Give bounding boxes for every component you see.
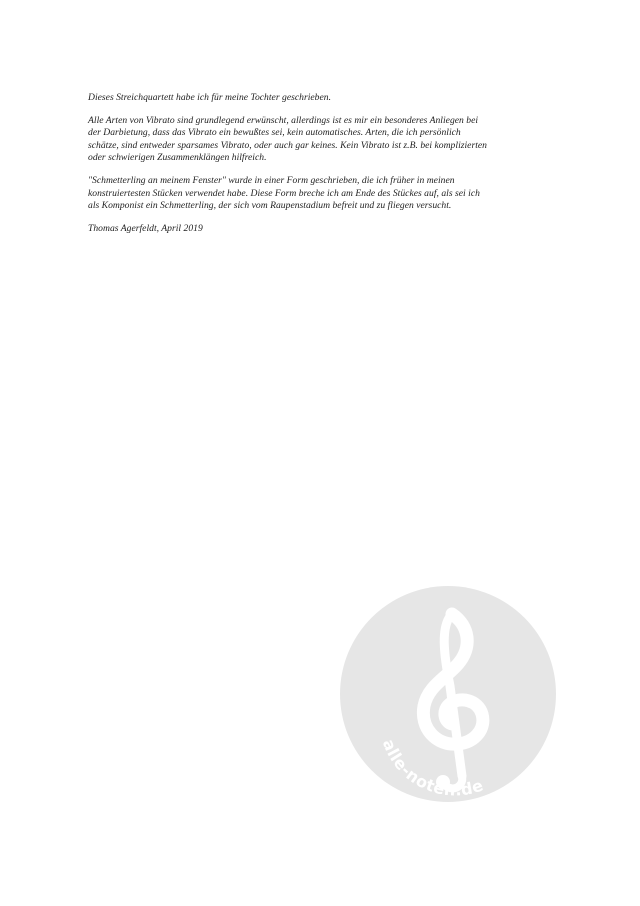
text-line: schätze, sind entweder sparsames Vibrato, oder auch gar keines. Kein Vibrato ist z.B. bei komplizierten	[88, 139, 487, 151]
paragraph-vibrato	[88, 115, 558, 165]
text-line: Dieses Streichquartett habe ich für meine Tochter geschrieben.	[88, 92, 331, 103]
text-line: Alle Arten von Vibrato sind grundlegend erwünscht, allerdings ist es mir ein besonderes Anliegen bei	[88, 114, 479, 126]
signature-line: Thomas Agerfeldt, April 2019	[88, 222, 203, 234]
text-line: als Komponist ein Schmetterling, der sich vom Raupenstadium befreit und zu fliegen versucht.	[88, 200, 452, 212]
watermark-logo	[340, 586, 556, 802]
paragraph-signature	[88, 223, 558, 236]
treble-clef-watermark-icon	[340, 586, 556, 802]
preface-text	[88, 92, 558, 245]
text-line: konstruiertesten Stücken verwendet habe. Diese Form breche ich am Ende des Stückes auf, als sei ich	[88, 187, 480, 199]
watermark-text: alle-noten.de	[378, 736, 486, 800]
text-line: "Schmetterling an meinem Fenster" wurde in einer Form geschrieben, die ich früher in meinen	[88, 174, 455, 186]
text-line: der Darbietung, dass das Vibrato ein bewußtes sei, kein automatisches. Arten, die ich persönlich	[88, 127, 461, 139]
paragraph-form	[88, 175, 558, 213]
text-line: oder schwierigen Zusammenklängen hilfreich.	[88, 152, 267, 164]
paragraph-dedication	[88, 92, 558, 105]
